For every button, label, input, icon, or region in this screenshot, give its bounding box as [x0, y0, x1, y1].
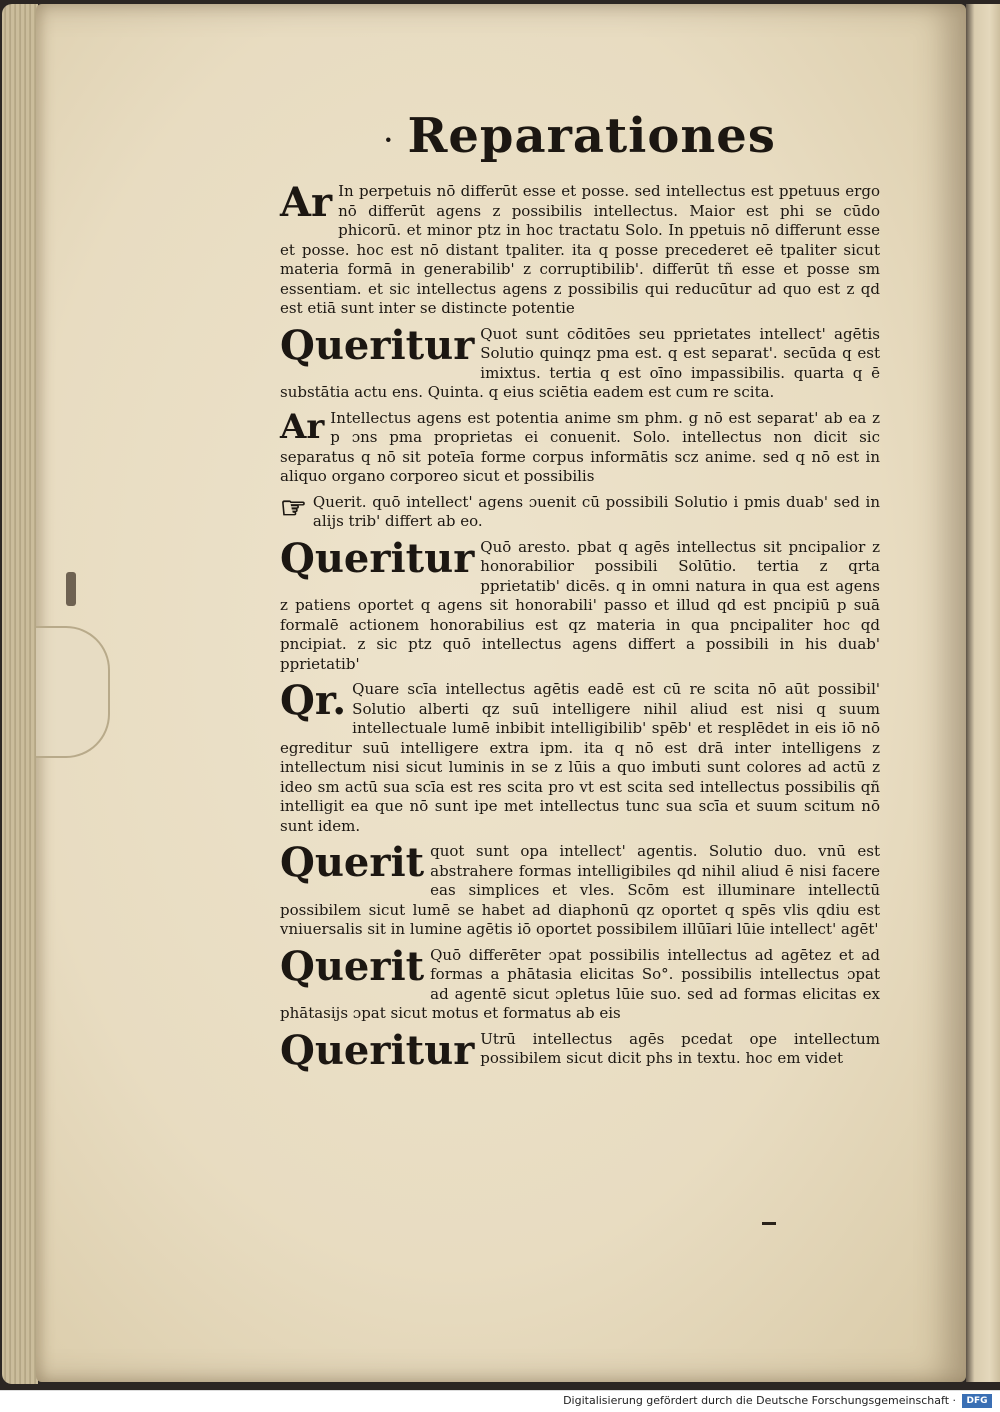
paragraph-text: Quot sunt cōditōes seu pprietates intellect' agētis Solutio quinqz pma est. q est separat'. secūda q est imixtus. tertia q est oīno impassibilis. quarta q ē substātia actu ens. Quinta. q eius sciētia eadem est cum re scita. [280, 324, 880, 401]
paragraph-lead: Queritur [280, 1026, 475, 1074]
page-title-text: Reparationes [407, 108, 776, 164]
paragraph-text: Quare scīa intellectus agētis eadē est cū re scita nō aūt possibil' Solutio alberti qz suū intelligere nihil aliud est nisi q suum intellectuale lumē inbibit intelligibilib' spēb' et resplēdet in eis iō nō egreditur suū intelligere extra ipm. ita q nō est drā inter intelligens z intellectum nisi sicut luminis in se z lūis a quo imbuti sunt colores ad actū z ideo sm actū sua scīa est res scita pro vt est scita sed intellectus possibilis qñ intelligit ea que nō sunt ipe met intellectus tunc sua scīa et suum scitum nō sunt idem. [280, 680, 880, 835]
paragraph-lead: Ar [280, 406, 325, 447]
footer-bar [0, 1390, 1000, 1412]
paragraph-lead: Queritur [280, 321, 475, 369]
paragraph-lead: Querit [280, 839, 425, 886]
paragraph-lead: Querit [280, 942, 425, 990]
paragraph [280, 1026, 880, 1074]
paragraph-text: Utrū intellectus agēs pcedat ope intellectum possibilem sicut dicit phs in textu. hoc em videt [480, 1029, 880, 1067]
paragraph [280, 321, 880, 403]
paragraph [280, 179, 880, 319]
footer-credit: Digitalisierung gefördert durch die Deutsche Forschungsgemeinschaft · [563, 1394, 956, 1407]
page-clip [36, 626, 110, 758]
paragraph [280, 839, 880, 940]
margin-mark [66, 572, 76, 606]
paragraph-text: Querit. quō intellect' agens ɔuenit cū possibili Solutio i pmis duab' sed in alijs trib' differt ab eo. [312, 492, 880, 530]
paragraph [280, 406, 880, 487]
facing-page-edge [966, 4, 1000, 1382]
paragraph-text: Quō differēter ɔpat possibilis intellectus ad agētez et ad formas a phātasia elicitas So°. possibilis intellectus ɔpat ad agentē sicut ɔpletus lūie suo. sed ad formas elicitas ex phātasijs ɔpat sicut motus et formatus ab eis [280, 945, 880, 1022]
paragraph-lead: Queritur [280, 534, 475, 582]
dfg-logo: DFG [962, 1394, 992, 1408]
paragraph-lead: Qr. [280, 677, 347, 724]
paragraph [280, 534, 880, 675]
page-mark [762, 1222, 776, 1225]
paragraph-text: Intellectus agens est potentia anime sm phm. g nō est separat' ab ea z p ɔns pma proprietas ei conuenit. Solo. intellectus non dicit sic separatus q nō sit poteīa forme corpus informātis scz anime. sed q nō est in aliquo organo corporeo sicut et possibilis [280, 408, 880, 485]
paragraph-text: In perpetuis nō differūt esse et posse. sed intellectus est ppetuus ergo nō differūt agens z possibilis intellectus. Maior est phi se cūdo phicorū. et minor ptz in hoc tractatu Solo. In ppetuis nō differunt esse et posse. hoc est nō distant tpaliter. ita q posse precederet eē tpaliter sicut materia formā in generabilib' z corruptibilib'. differūt tñ esse et posse sm essentiam. et sic intellectus agens z possibilis qui reducūtur ad quo est z qd est etiā sunt inter se distincte potentie [280, 182, 880, 317]
paragraph-lead: Ar [280, 179, 333, 226]
paragraph [280, 677, 880, 836]
paragraph-text: quot sunt opa intellect' agentis. Solutio duo. vnū est abstrahere formas intelligibiles qd nihil aliud ē nisi facere eas simplices et vles. Scōm est illuminare intellectū possibilem sicut lumē se habet ad diaphonū qz oportet q spēs vlis qdiu est vniuersalis sit in lumine agētis iō oportet possibilem illūīari lūie intellect' agēt' [280, 842, 880, 938]
title-bullet: · [384, 125, 394, 154]
paragraph-text: Quō aresto. pbat q agēs intellectus sit pncipalior z honorabilior possibili Solūtio. tertia z qrta pprietatib' dicēs. q in omni natura in qua est agens z patiens oportet q agens sit honorabili' passo et illud qd est pncipiū p suā formalē actionem honorabilius est qz materia in qua pncipaliter hoc qd pncipiat. z sic ptz quō intellectus agens differt a possibili in his duab' pprietatib' [280, 537, 880, 673]
printed-text-block [280, 108, 880, 1077]
paragraph-list [280, 179, 880, 1074]
page-title [280, 108, 880, 164]
paragraph [280, 942, 880, 1024]
paragraph-lead: ☞ [280, 490, 307, 526]
paragraph [280, 490, 880, 532]
page-edges [2, 4, 38, 1384]
